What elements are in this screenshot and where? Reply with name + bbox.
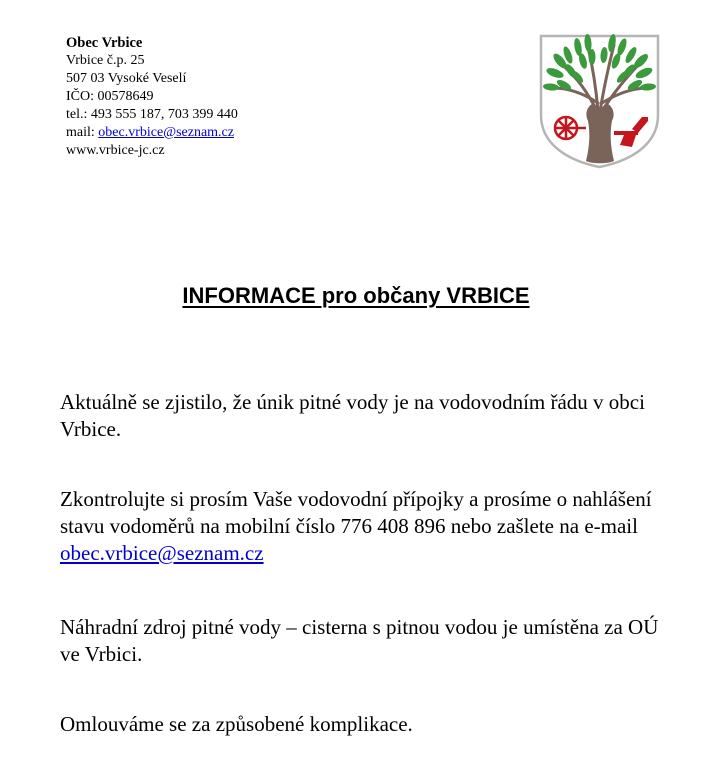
ico-number: IČO: 00578649	[66, 89, 154, 104]
paragraph-water-source: Náhradní zdroj pitné vody – cisterna s pitnou vodou je umístěna za OÚ ve Vrbici.	[60, 615, 659, 666]
municipality-name: Obec Vrbice	[66, 35, 143, 51]
paragraph-apology: Omlouváme se za způsobené komplikace.	[60, 712, 413, 736]
paragraph-check-connections	[60, 486, 680, 567]
page-title: INFORMACE pro občany VRBICE	[182, 283, 530, 308]
mail-label: mail:	[66, 125, 99, 140]
paragraph-leak-notice: Aktuálně se zjistilo, že únik pitné vody je na vodovodním řádu v obci Vrbice.	[60, 390, 645, 441]
phone-numbers: tel.: 493 555 187, 703 399 440	[66, 107, 238, 122]
paragraph-check-text: Zkontrolujte si prosím Vaše vodovodní přípojky a prosíme o nahlášení stavu vodoměrů na mobilní číslo 776 408 896 nebo zašlete na e-mail	[60, 487, 652, 538]
mail-link[interactable]: obec.vrbice@seznam.cz	[98, 125, 234, 140]
website: www.vrbice-jc.cz	[66, 143, 165, 158]
letterhead	[66, 34, 238, 160]
email-link[interactable]: obec.vrbice@seznam.cz	[60, 541, 264, 565]
address-line-1: Vrbice č.p. 25	[66, 53, 145, 68]
address-line-2: 507 03 Vysoké Veselí	[66, 71, 187, 86]
coat-of-arms-willow-icon	[538, 33, 661, 170]
mail-line	[66, 124, 238, 142]
